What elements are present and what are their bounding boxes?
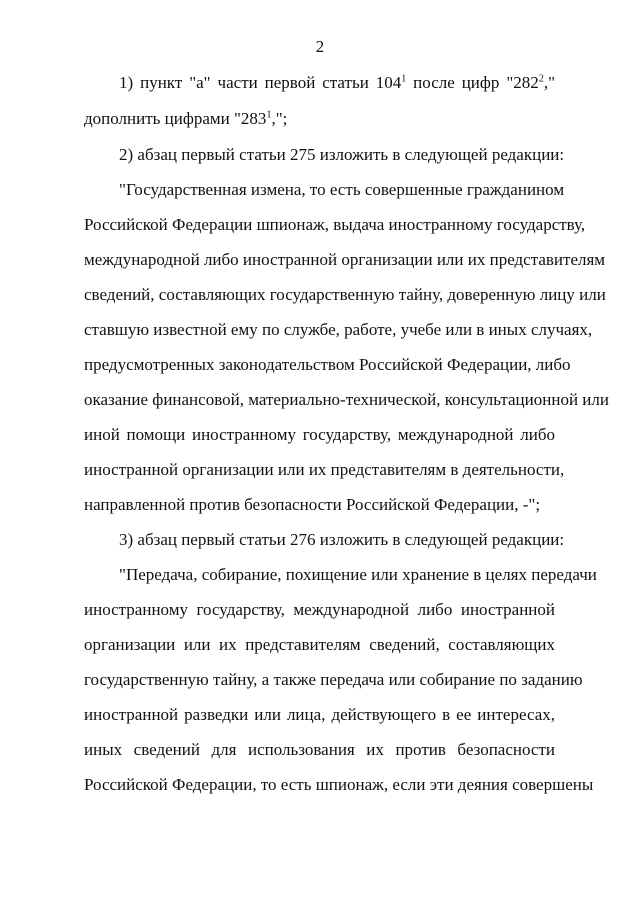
item3-quote-line: иных сведений для использования их против безопасности [84, 740, 555, 759]
item2-quote-line: Российской Федерации шпионаж, выдача иностранному государству, [84, 215, 586, 234]
item2-quote-line: сведений, составляющих государственную тайну, доверенную лицу или [84, 285, 606, 304]
item1-line-1-part-b: после цифр "282 [406, 73, 539, 92]
item3-quote-line: государственную тайну, а также передача или собирание по заданию [84, 670, 583, 689]
item2-quote-line: ставшую известной ему по службе, работе, учебе или в иных случаях, [84, 320, 593, 339]
item1-line-1-part-a: 1) пункт "а" части первой статьи 104 [119, 73, 402, 92]
item3-quote-line: иностранному государству, международной либо иностранной [84, 600, 555, 619]
item3-quote-line: Российской Федерации, то есть шпионаж, если эти деяния совершены [84, 775, 594, 794]
item1-line-2 [84, 109, 555, 129]
item2-intro: 2) абзац первый статьи 275 изложить в следующей редакции: [119, 145, 565, 164]
item1-superscript-3: 1 [266, 109, 272, 121]
item1-line-1 [119, 73, 555, 93]
item2-quote-line: иностранной организации или их представителям в деятельности, [84, 460, 565, 479]
item2-quote-line: оказание финансовой, материально-технической, консультационной или [84, 390, 609, 409]
item2-quote-line: иной помощи иностранному государству, международной либо [84, 425, 555, 444]
item1-line-2-part-b: ,"; [271, 109, 288, 128]
item1-line-1-part-c: ," [543, 73, 556, 92]
item2-quote-line: направленной против безопасности Российской Федерации, -"; [84, 495, 541, 514]
item1-superscript-1: 1 [401, 73, 407, 85]
item3-quote-line: иностранной разведки или лица, действующего в ее интересах, [84, 705, 555, 724]
page-number: 2 [315, 37, 325, 56]
item3-quote-line: организации или их представителям сведений, составляющих [84, 635, 555, 654]
item1-line-2-part-a: дополнить цифрами "283 [84, 109, 267, 128]
item2-quote-line: международной либо иностранной организации или их представителям [84, 250, 606, 269]
item3-intro: 3) абзац первый статьи 276 изложить в следующей редакции: [119, 530, 565, 549]
item2-quote-line: предусмотренных законодательством Российской Федерации, либо [84, 355, 571, 374]
item3-quote-line: "Передача, собирание, похищение или хранение в целях передачи [119, 565, 597, 584]
item1-superscript-2: 2 [538, 73, 544, 85]
item2-quote-line: "Государственная измена, то есть совершенные гражданином [119, 180, 565, 199]
